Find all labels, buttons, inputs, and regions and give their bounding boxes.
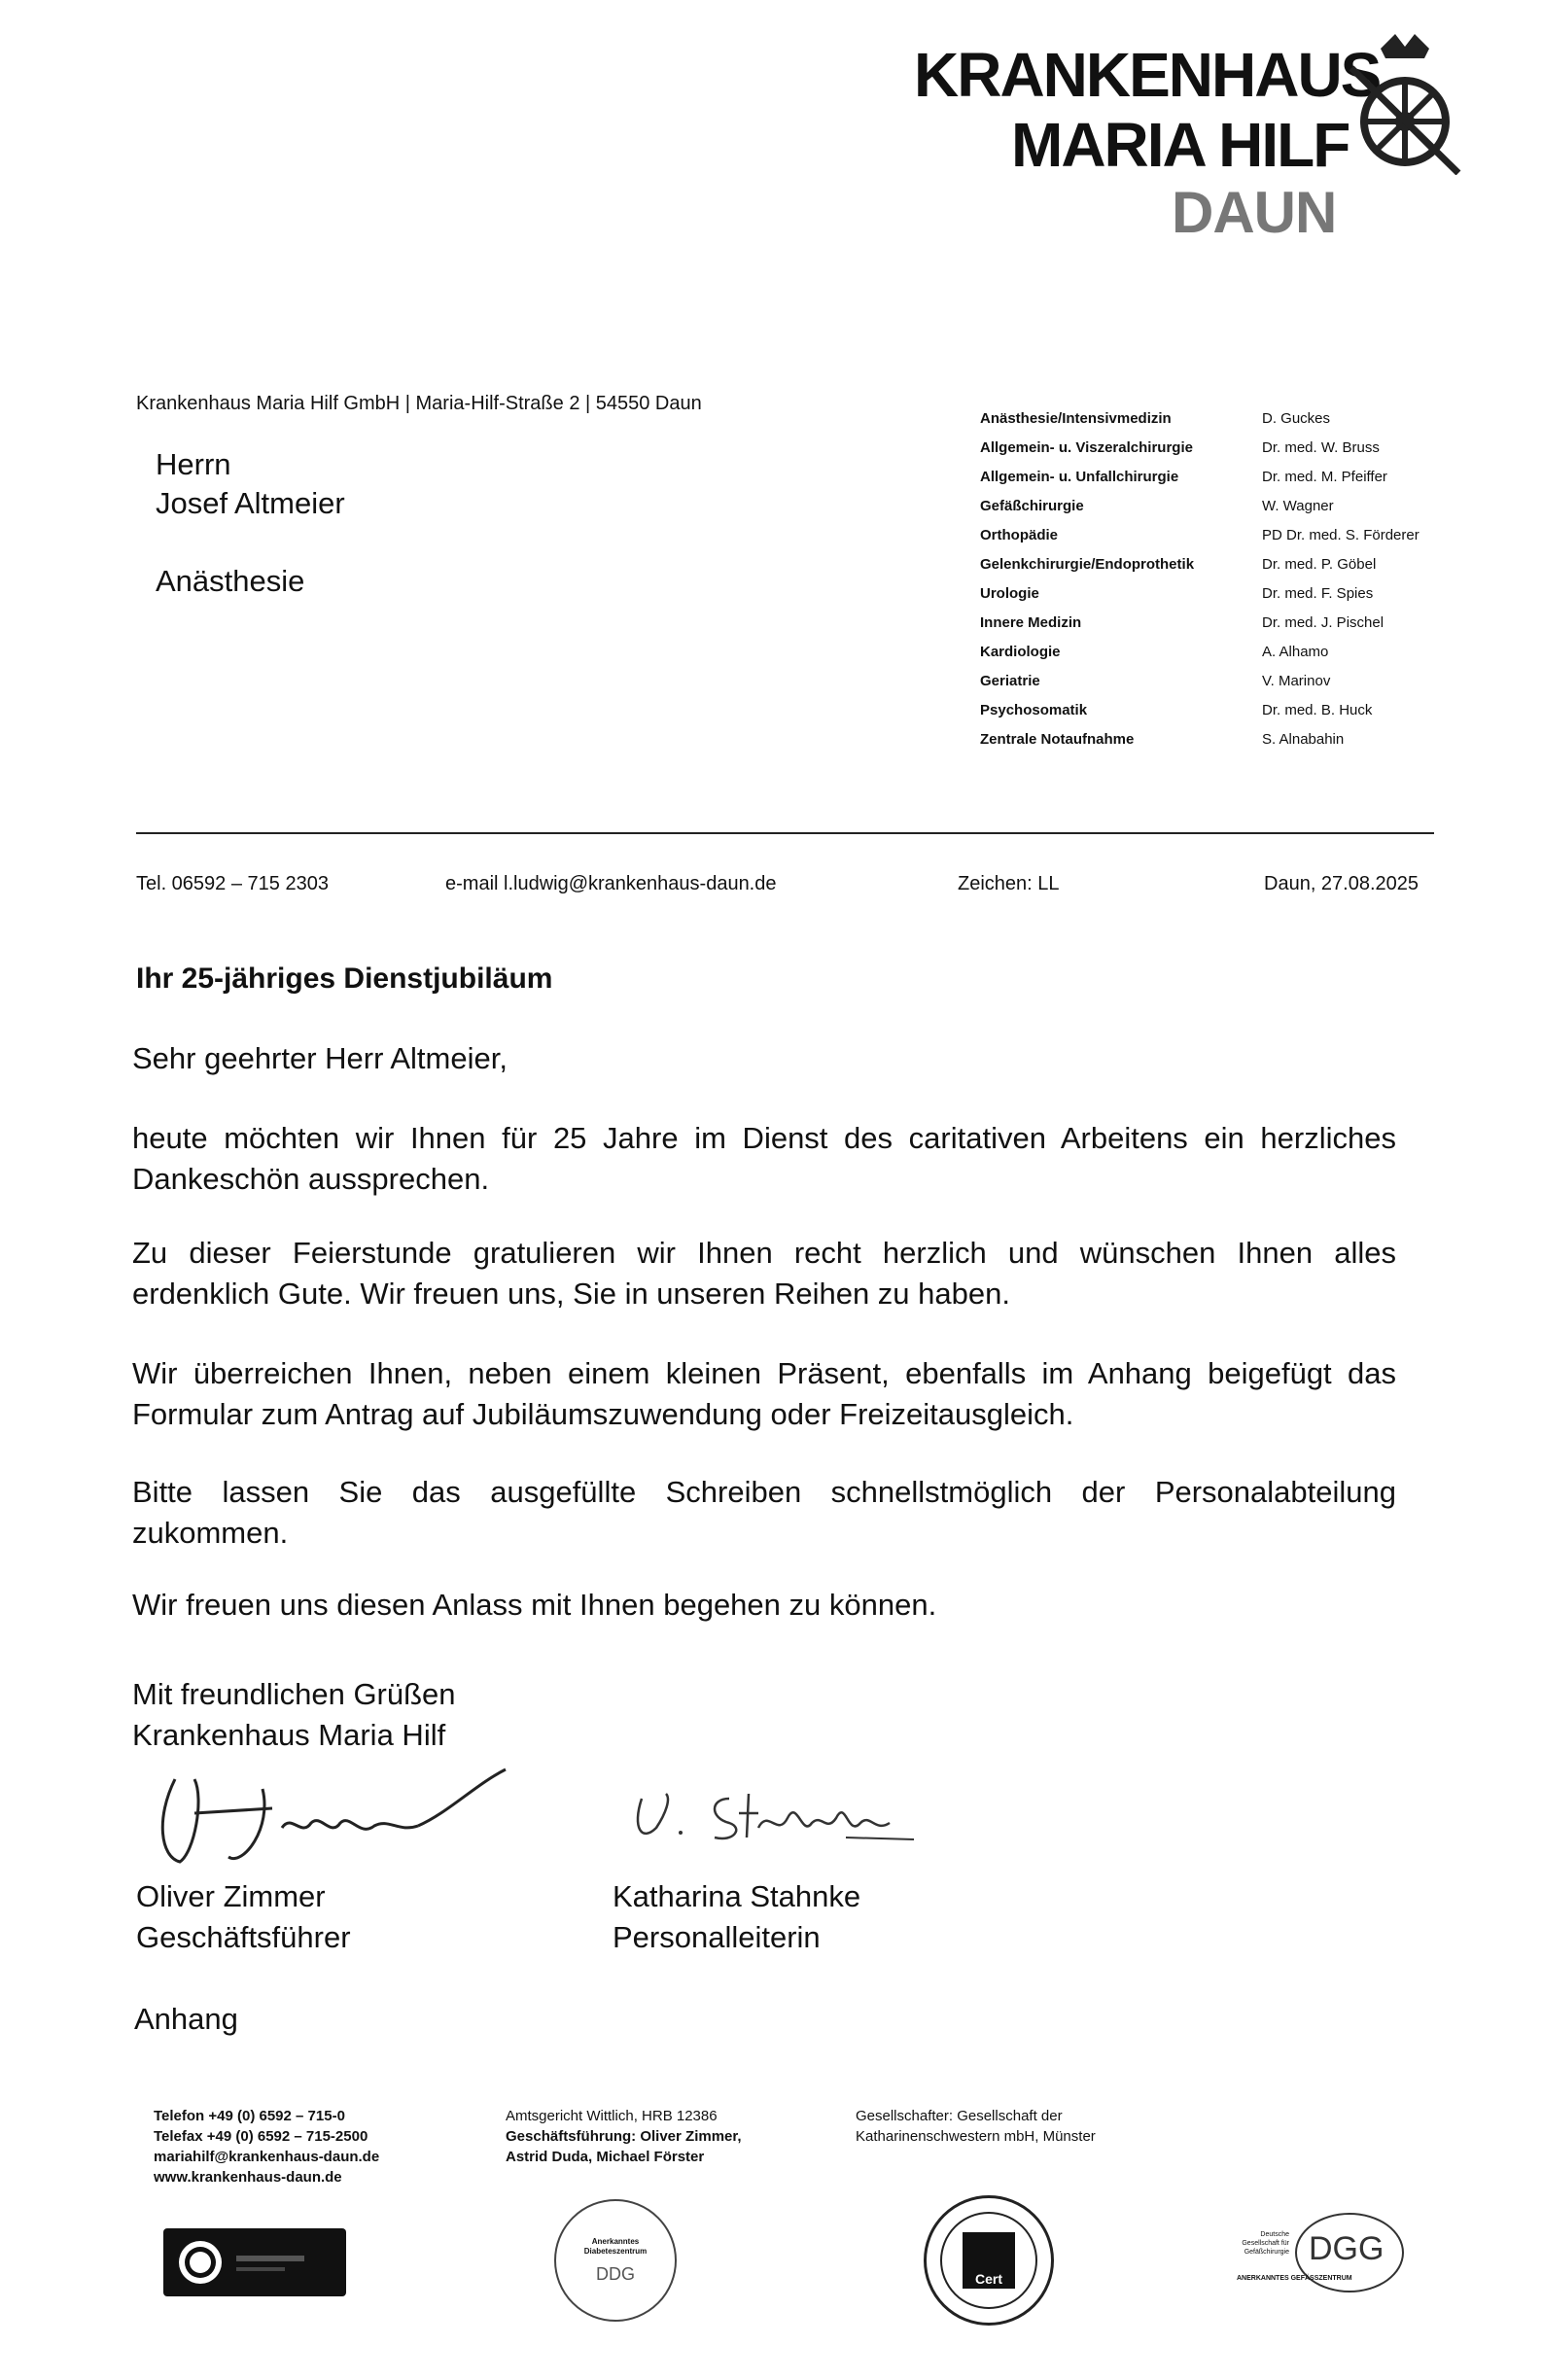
department-name: Innere Medizin — [980, 614, 1082, 631]
paragraph-1-line-1: heute möchten wir Ihnen für 25 Jahre im Dienst des caritativen Arbeitens ein herzliches — [132, 1121, 1396, 1155]
department-name: Allgemein- u. Unfallchirurgie — [980, 469, 1179, 485]
signatory-1-name: Oliver Zimmer — [136, 1879, 326, 1913]
badge-4-small-text: Deutsche Gesellschaft für Gefäßchirurgie — [1242, 2231, 1289, 2256]
doctor-list — [1262, 404, 1419, 754]
footer-shareholder-name: Katharinenschwestern mbH, Münster — [856, 2128, 1096, 2145]
department-doctor: Dr. med. F. Spies — [1262, 585, 1374, 602]
footer-shareholder — [856, 2106, 1096, 2147]
badge-4-dgg: DGG — [1309, 2230, 1384, 2267]
department-name: Kardiologie — [980, 644, 1061, 660]
badge-2-text: Anerkanntes Diabeteszentrum — [583, 2236, 648, 2256]
department-doctor: W. Wagner — [1262, 498, 1334, 514]
email-address: e-mail l.ludwig@krankenhaus-daun.de — [445, 873, 777, 894]
greeting: Sehr geehrter Herr Altmeier, — [132, 1041, 508, 1075]
footer-shareholder-label: Gesellschafter: Gesellschaft der — [856, 2108, 1063, 2124]
badge-4-subtitle: ANERKANNTES GEFÄSSZENTRUM — [1237, 2275, 1352, 2282]
paragraph-3 — [132, 1353, 1396, 1435]
badge-2-ddg: DDG — [596, 2263, 635, 2284]
department-name: Zentrale Notaufnahme — [980, 731, 1135, 748]
letter-subject: Ihr 25-jähriges Dienstjubiläum — [136, 962, 553, 995]
department-doctor: Dr. med. B. Huck — [1262, 702, 1373, 718]
paragraph-1 — [132, 1118, 1396, 1200]
paragraph-2-line-1: Zu dieser Feierstunde gratulieren wir Ihnen recht herzlich und wünschen Ihnen alles — [132, 1236, 1396, 1270]
footer-legal — [506, 2106, 742, 2167]
department-name: Gefäßchirurgie — [980, 498, 1084, 514]
footer-contact — [154, 2106, 379, 2188]
footer-email: mariahilf@krankenhaus-daun.de — [154, 2149, 380, 2165]
reference-sign: Zeichen: LL — [958, 873, 1060, 894]
department-doctor: Dr. med. M. Pfeiffer — [1262, 469, 1387, 485]
paragraph-5: Wir freuen uns diesen Anlass mit Ihnen begehen zu können. — [132, 1588, 937, 1622]
letter-date: Daun, 27.08.2025 — [1264, 873, 1419, 894]
sender-return-address: Krankenhaus Maria Hilf GmbH | Maria-Hilf-Straße 2 | 54550 Daun — [136, 393, 702, 414]
paragraph-3-line-2: Formular zum Antrag auf Jubiläumszuwendung oder Freizeitausgleich. — [132, 1397, 1074, 1431]
signatory-2-role: Personalleiterin — [613, 1920, 821, 1954]
badge-3-text: Cert — [963, 2232, 1015, 2289]
closing-line-1: Mit freundlichen Grüßen — [132, 1677, 456, 1711]
hospital-emblem-icon — [1342, 29, 1468, 175]
department-name: Orthopädie — [980, 527, 1059, 543]
closing-line-2: Krankenhaus Maria Hilf — [132, 1718, 446, 1752]
certification-badge-2 — [554, 2199, 677, 2322]
signature-katharina-stahnke — [622, 1769, 933, 1857]
department-name: Anästhesie/Intensivmedizin — [980, 410, 1172, 427]
department-doctor: D. Guckes — [1262, 410, 1331, 427]
footer-management: Geschäftsführung: Oliver Zimmer, — [506, 2128, 742, 2145]
department-name: Allgemein- u. Viszeralchirurgie — [980, 439, 1193, 456]
department-name: Urologie — [980, 585, 1039, 602]
department-doctor: PD Dr. med. S. Förderer — [1262, 527, 1419, 543]
department-doctor: A. Alhamo — [1262, 644, 1329, 660]
e-cert-logo-icon — [163, 2228, 346, 2296]
department-doctor: Dr. med. J. Pischel — [1262, 614, 1384, 631]
paragraph-2 — [132, 1233, 1396, 1314]
footer-court: Amtsgericht Wittlich, HRB 12386 — [506, 2108, 718, 2124]
department-doctor: S. Alnabahin — [1262, 731, 1345, 748]
signatory-2-name: Katharina Stahnke — [613, 1879, 861, 1913]
department-doctor: Dr. med. P. Göbel — [1262, 556, 1377, 573]
paragraph-4 — [132, 1472, 1396, 1554]
paragraph-2-line-2: erdenklich Gute. Wir freuen uns, Sie in unseren Reihen zu haben. — [132, 1277, 1010, 1311]
paragraph-4-line-1: Bitte lassen Sie das ausgefüllte Schreiben schnellstmöglich der Personalabteilung — [132, 1475, 1396, 1509]
department-name: Gelenkchirurgie/Endoprothetik — [980, 556, 1195, 573]
logo-text-line2: MARIA HILF — [1011, 110, 1349, 180]
department-list — [980, 404, 1194, 754]
footer-phone: Telefon +49 (0) 6592 – 715-0 — [154, 2108, 345, 2124]
paragraph-1-line-2: Dankeschön aussprechen. — [132, 1162, 490, 1196]
footer-fax: Telefax +49 (0) 6592 – 715-2500 — [154, 2128, 368, 2145]
attachment-label: Anhang — [134, 2002, 238, 2036]
certification-badge-4 — [1235, 2201, 1429, 2318]
certification-badge-1 — [163, 2228, 346, 2296]
logo-text-line3: DAUN — [1172, 180, 1337, 245]
signatory-1-role: Geschäftsführer — [136, 1920, 351, 1954]
department-name: Geriatrie — [980, 673, 1040, 689]
recipient-salutation: Herrn — [156, 447, 231, 481]
header-divider — [136, 832, 1434, 834]
phone-number: Tel. 06592 – 715 2303 — [136, 873, 329, 894]
logo-text-line1: KRANKENHAUS — [914, 40, 1381, 110]
recipient-name: Josef Altmeier — [156, 486, 345, 520]
department-doctor: Dr. med. W. Bruss — [1262, 439, 1380, 456]
footer-management-names: Astrid Duda, Michael Förster — [506, 2149, 705, 2165]
department-doctor: V. Marinov — [1262, 673, 1331, 689]
signature-oliver-zimmer — [136, 1760, 525, 1876]
department-name: Psychosomatik — [980, 702, 1088, 718]
footer-website: www.krankenhaus-daun.de — [154, 2169, 342, 2186]
paragraph-3-line-1: Wir überreichen Ihnen, neben einem kleinen Präsent, ebenfalls im Anhang beigefügt das — [132, 1356, 1396, 1390]
paragraph-4-line-2: zukommen. — [132, 1516, 289, 1550]
recipient-department: Anästhesie — [156, 564, 305, 598]
certification-badge-3 — [924, 2195, 1054, 2326]
